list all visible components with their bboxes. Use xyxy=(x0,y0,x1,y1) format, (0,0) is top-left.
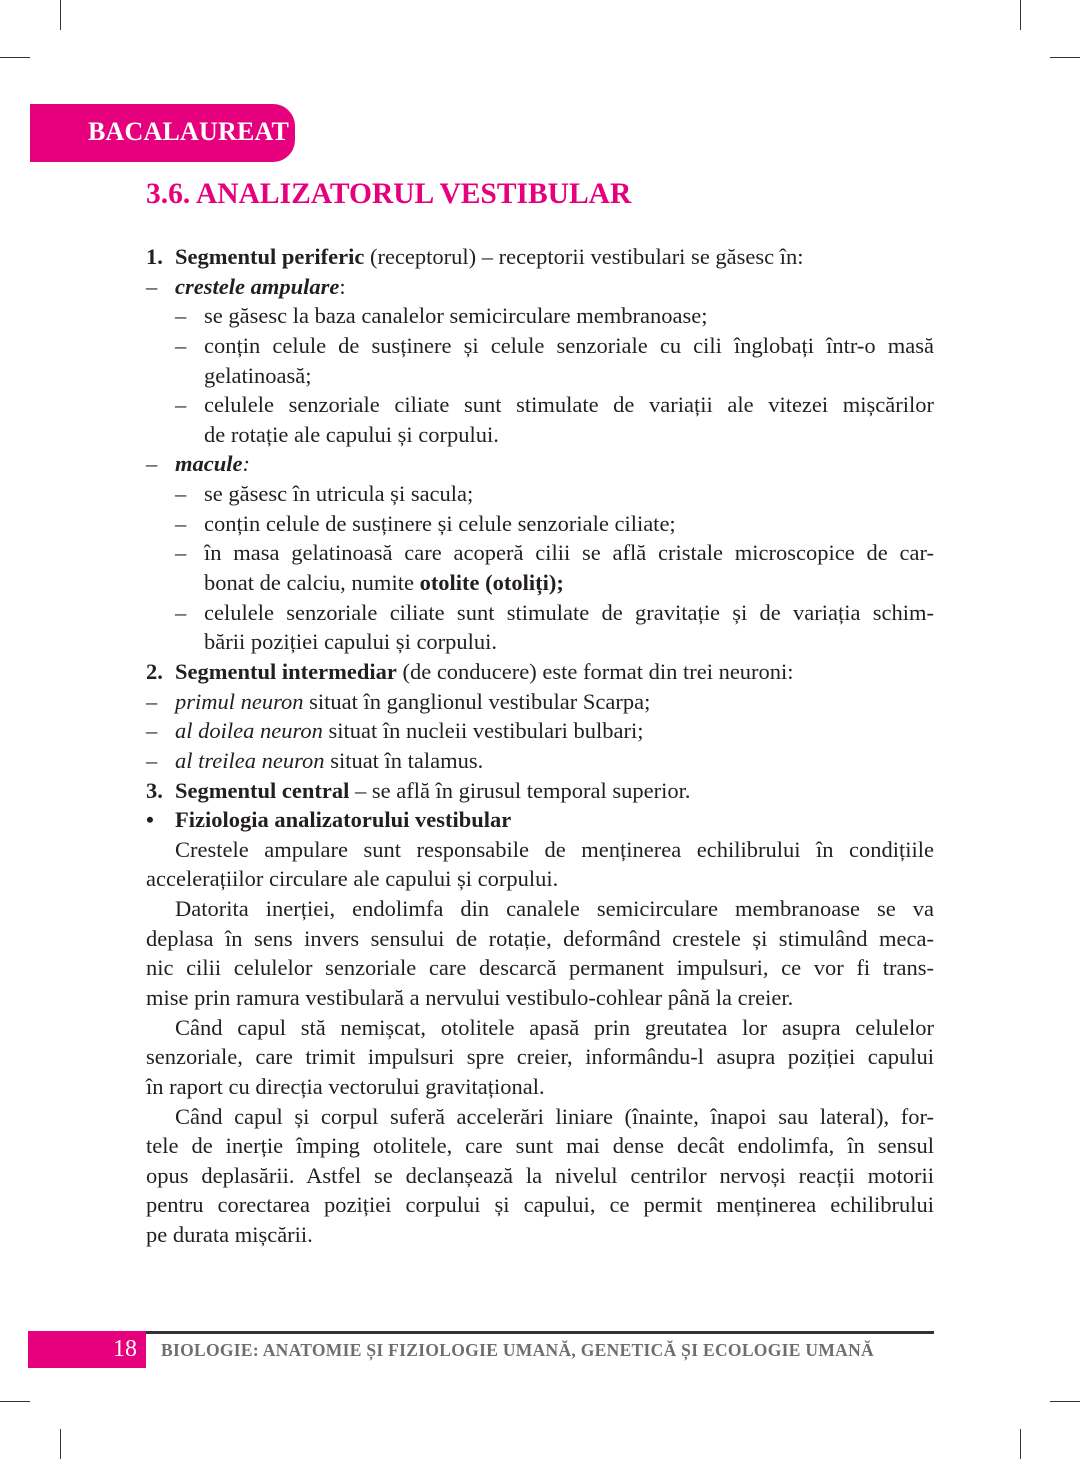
list-dash: – xyxy=(175,481,187,507)
text-line xyxy=(204,420,499,450)
text-line xyxy=(204,568,564,598)
text-line xyxy=(146,1042,934,1072)
crop-mark xyxy=(1050,1401,1080,1402)
text-line xyxy=(175,894,934,924)
text-span: în masa gelatinoasă care acoperă cilii se află cristale microscopice de car- xyxy=(204,540,934,566)
emphasis-text: Segmentul central xyxy=(175,777,350,803)
text-line xyxy=(146,1072,545,1102)
text-line xyxy=(204,301,707,331)
text-line xyxy=(175,835,934,865)
text-span: bonat de calciu, numite xyxy=(204,570,420,596)
emphasis-text: Fiziologia analizatorului vestibular xyxy=(175,807,512,833)
text-span: se găsesc la baza canalelor semicirculare membranoase; xyxy=(204,303,708,329)
text-line xyxy=(204,538,934,568)
list-number: 1. xyxy=(146,244,163,269)
emphasis-text: crestele ampulare xyxy=(175,273,340,299)
text-span: de rotație ale capului și corpului. xyxy=(204,421,499,447)
text-span: situat în ganglionul vestibular Scarpa; xyxy=(303,688,651,714)
text-span: pe durata mișcării. xyxy=(146,1222,313,1248)
text-span: nic cilii celulelor senzoriale care descarcă permanent impulsuri, ce vor fi trans- xyxy=(146,955,934,981)
emphasis-text: primul neuron xyxy=(175,688,304,714)
text-span: accelerațiilor circulare ale capului și corpului. xyxy=(146,866,559,892)
text-span: : xyxy=(339,273,346,299)
text-line xyxy=(146,983,793,1013)
text-span: gelatinoasă; xyxy=(204,362,312,388)
text-span: celulele senzoriale ciliate sunt stimulate de variații ale vitezei mișcărilor xyxy=(204,392,934,418)
text-span: opus deplasării. Astfel se declanșează la nivelul centrilor nervoși reacții motorii xyxy=(146,1162,934,1188)
text-span: pentru corectarea poziției corpului și capului, ce permit menținerea echilibrului xyxy=(146,1192,934,1218)
text-line xyxy=(146,1220,313,1250)
badge-label: BACALAUREAT xyxy=(88,117,290,146)
text-line xyxy=(175,1102,934,1132)
text-line xyxy=(204,331,934,361)
text-span: situat în talamus. xyxy=(324,747,484,773)
footer-title: BIOLOGIE: ANATOMIE ȘI FIZIOLOGIE UMANĂ, GENETICĂ ȘI ECOLOGIE UMANĂ xyxy=(161,1340,874,1360)
text-line xyxy=(204,598,934,628)
text-line xyxy=(204,479,473,509)
emphasis-text: otolite (otoliți); xyxy=(419,570,564,596)
text-span: Când capul stă nemișcat, otolitele apasă prin greutatea lor asupra celulelor xyxy=(175,1014,934,1040)
text-line xyxy=(175,272,346,302)
list-dash: – xyxy=(175,303,187,329)
emphasis-text: al treilea neuron xyxy=(175,747,325,773)
text-span: în raport cu direcția vectorului gravitațional. xyxy=(146,1073,545,1099)
text-span: Când capul și corpul suferă accelerări liniare (înainte, înapoi sau lateral), for- xyxy=(175,1103,934,1129)
text-span: (de conducere) este format din trei neuroni: xyxy=(396,658,794,684)
crop-mark xyxy=(1020,1429,1021,1459)
text-line xyxy=(175,449,250,479)
emphasis-text: macule xyxy=(175,451,243,477)
list-dash: – xyxy=(146,718,158,744)
crop-mark xyxy=(1020,0,1021,30)
text-span: bării poziției capului și corpului. xyxy=(204,629,498,655)
text-span: Crestele ampulare sunt responsabile de menținerea echilibrului în condițiile xyxy=(175,836,934,862)
text-line xyxy=(146,864,558,894)
text-span: senzoriale, care trimit impulsuri spre creier, informându-l asupra poziției capului xyxy=(146,1044,934,1070)
text-line xyxy=(175,716,643,746)
text-span: Datorita inerției, endolimfa din canalele semicirculare membranoase se va xyxy=(175,896,934,922)
emphasis-text: Segmentul intermediar xyxy=(175,658,397,684)
text-line xyxy=(175,687,650,717)
text-span: (receptorul) – receptorii vestibulari se găsesc în: xyxy=(364,244,804,269)
text-line xyxy=(204,390,934,420)
list-dash: – xyxy=(146,273,158,299)
footer-rule xyxy=(146,1331,934,1334)
text-line xyxy=(175,776,691,806)
text-span: celulele senzoriale ciliate sunt stimulate de gravitație și de variația schim- xyxy=(204,599,934,625)
list-dash: – xyxy=(175,392,187,418)
page-number: 18 xyxy=(113,1336,137,1362)
list-dash: – xyxy=(175,510,187,536)
emphasis-text: Segmentul periferic xyxy=(175,244,365,269)
page-title: 3.6. ANALIZATORUL VESTIBULAR xyxy=(146,178,632,210)
text-line xyxy=(175,1013,934,1043)
text-span: conțin celule de susținere și celule senzoriale ciliate; xyxy=(204,510,676,536)
crop-mark xyxy=(60,0,61,30)
text-line xyxy=(204,361,311,391)
list-number: 2. xyxy=(146,658,163,684)
emphasis-text: : xyxy=(242,451,250,477)
list-dash: – xyxy=(146,747,158,773)
text-line xyxy=(204,509,676,539)
text-line xyxy=(146,1161,934,1191)
emphasis-text: al doilea neuron xyxy=(175,718,323,744)
text-line xyxy=(146,1190,934,1220)
page-number-box xyxy=(28,1331,146,1368)
text-span: – se află în girusul temporal superior. xyxy=(349,777,691,803)
crop-mark xyxy=(1050,57,1080,58)
text-span: tele de inerție împing otolitele, care sunt mai dense decât endolimfa, în sensul xyxy=(146,1133,934,1159)
crop-mark xyxy=(0,57,30,58)
list-number: 3. xyxy=(146,777,163,803)
text-line xyxy=(146,924,934,954)
text-line xyxy=(175,805,511,835)
text-line xyxy=(175,657,794,687)
list-dash: – xyxy=(146,688,158,714)
list-dash: – xyxy=(146,451,158,477)
crop-mark xyxy=(0,1401,30,1402)
list-dash: – xyxy=(175,599,187,625)
text-line xyxy=(146,1131,934,1161)
crop-mark xyxy=(60,1429,61,1459)
text-line xyxy=(175,746,483,776)
list-dash: – xyxy=(175,332,187,358)
text-span: conțin celule de susținere și celule senzoriale cu cili înglobați într-o masă xyxy=(204,332,934,358)
bullet-icon: • xyxy=(146,807,154,833)
text-span: situat în nucleii vestibulari bulbari; xyxy=(322,718,644,744)
list-dash: – xyxy=(175,540,187,566)
text-line xyxy=(204,627,497,657)
text-line xyxy=(175,242,804,272)
text-span: se găsesc în utricula și sacula; xyxy=(204,481,474,507)
text-span: deplasa în sens invers sensului de rotație, deformând crestele și stimulând meca- xyxy=(146,925,934,951)
text-line xyxy=(146,953,934,983)
text-span: mise prin ramura vestibulară a nervului vestibulo-cohlear până la creier. xyxy=(146,985,794,1010)
section-badge xyxy=(30,104,295,162)
